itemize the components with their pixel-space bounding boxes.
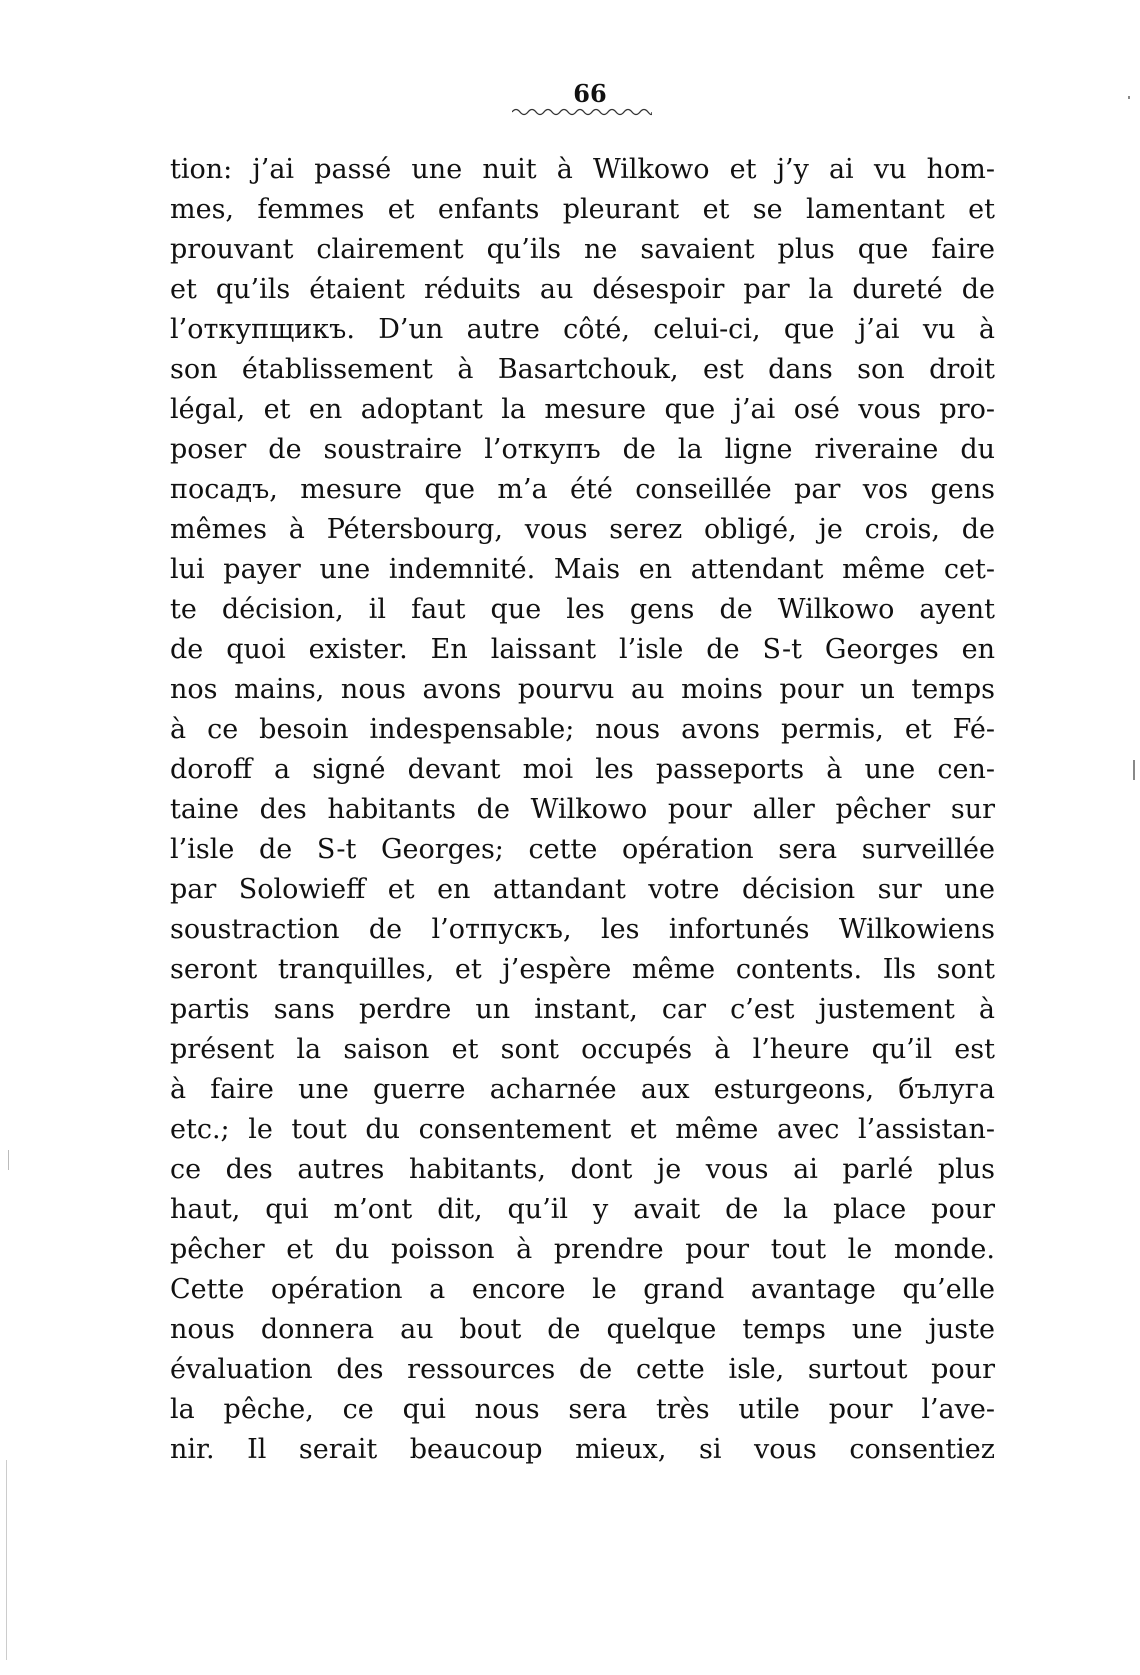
text-line: présent la saison et sont occupés à l’heure qu’il est [170, 1034, 995, 1065]
text-line: te décision, il faut que les gens de Wilkowo ayent [170, 594, 995, 625]
text-line: légal, et en adoptant la mesure que j’ai osé vous pro- [170, 394, 995, 425]
text-line: lui payer une indemnité. Mais en attendant même cet- [170, 554, 995, 585]
text-line: nous donnera au bout de quelque temps une juste [170, 1314, 995, 1345]
text-line: Cette opération a encore le grand avantage qu’elle [170, 1274, 995, 1305]
scan-edge-mark [6, 1460, 7, 1660]
text-line: tion: j’ai passé une nuit à Wilkowo et j’y ai vu hom- [170, 154, 995, 185]
text-line: par Solowieff et en attandant votre décision sur une [170, 874, 995, 905]
wavy-rule-ornament [512, 106, 652, 118]
body-text [170, 150, 995, 1470]
text-line: l’isle de S-t Georges; cette opération sera surveillée [170, 834, 995, 865]
text-line: nir. Il serait beaucoup mieux, si vous consentiez [170, 1434, 995, 1465]
text-line: soustraction de l’отпускъ, les infortunés Wilkowiens [170, 914, 995, 945]
text-line: посадъ, mesure que m’a été conseillée par vos gens [170, 474, 995, 505]
scan-edge-mark [1128, 96, 1130, 99]
text-line: et qu’ils étaient réduits au désespoir par la dureté de [170, 274, 995, 305]
text-line: partis sans perdre un instant, car c’est justement à [170, 994, 995, 1025]
text-line: haut, qui m’ont dit, qu’il y avait de la place pour [170, 1194, 995, 1225]
text-line: évaluation des ressources de cette isle, surtout pour [170, 1354, 995, 1385]
text-line: doroff a signé devant moi les passeports à une cen- [170, 754, 995, 785]
text-line: de quoi exister. En laissant l’isle de S-t Georges en [170, 634, 995, 665]
text-line: pêcher et du poisson à prendre pour tout le monde. [170, 1234, 995, 1265]
text-line: la pêche, ce qui nous sera très utile pour l’ave- [170, 1394, 995, 1425]
text-line: l’откупщикъ. D’un autre côté, celui-ci, que j’ai vu à [170, 314, 995, 345]
scan-edge-mark [8, 1150, 9, 1170]
text-line: ce des autres habitants, dont je vous ai parlé plus [170, 1154, 995, 1185]
text-line: mes, femmes et enfants pleurant et se lamentant et [170, 194, 995, 225]
page-number: 66 [573, 79, 607, 108]
text-line: prouvant clairement qu’ils ne savaient plus que faire [170, 234, 995, 265]
text-line: seront tranquilles, et j’espère même contents. Ils sont [170, 954, 995, 985]
scan-edge-mark [1133, 760, 1135, 780]
text-line: mêmes à Pétersbourg, vous serez obligé, je crois, de [170, 514, 995, 545]
text-line: à faire une guerre acharnée aux esturgeons, бълуга [170, 1074, 995, 1105]
text-line: nos mains, nous avons pourvu au moins pour un temps [170, 674, 995, 705]
text-line: à ce besoin indespensable; nous avons permis, et Fé- [170, 714, 995, 745]
text-line: son établissement à Basartchouk, est dans son droit [170, 354, 995, 385]
text-line: poser de soustraire l’откупъ de la ligne riveraine du [170, 434, 995, 465]
text-line: etc.; le tout du consentement et même avec l’assistan- [170, 1114, 995, 1145]
text-line: taine des habitants de Wilkowo pour aller pêcher sur [170, 794, 995, 825]
